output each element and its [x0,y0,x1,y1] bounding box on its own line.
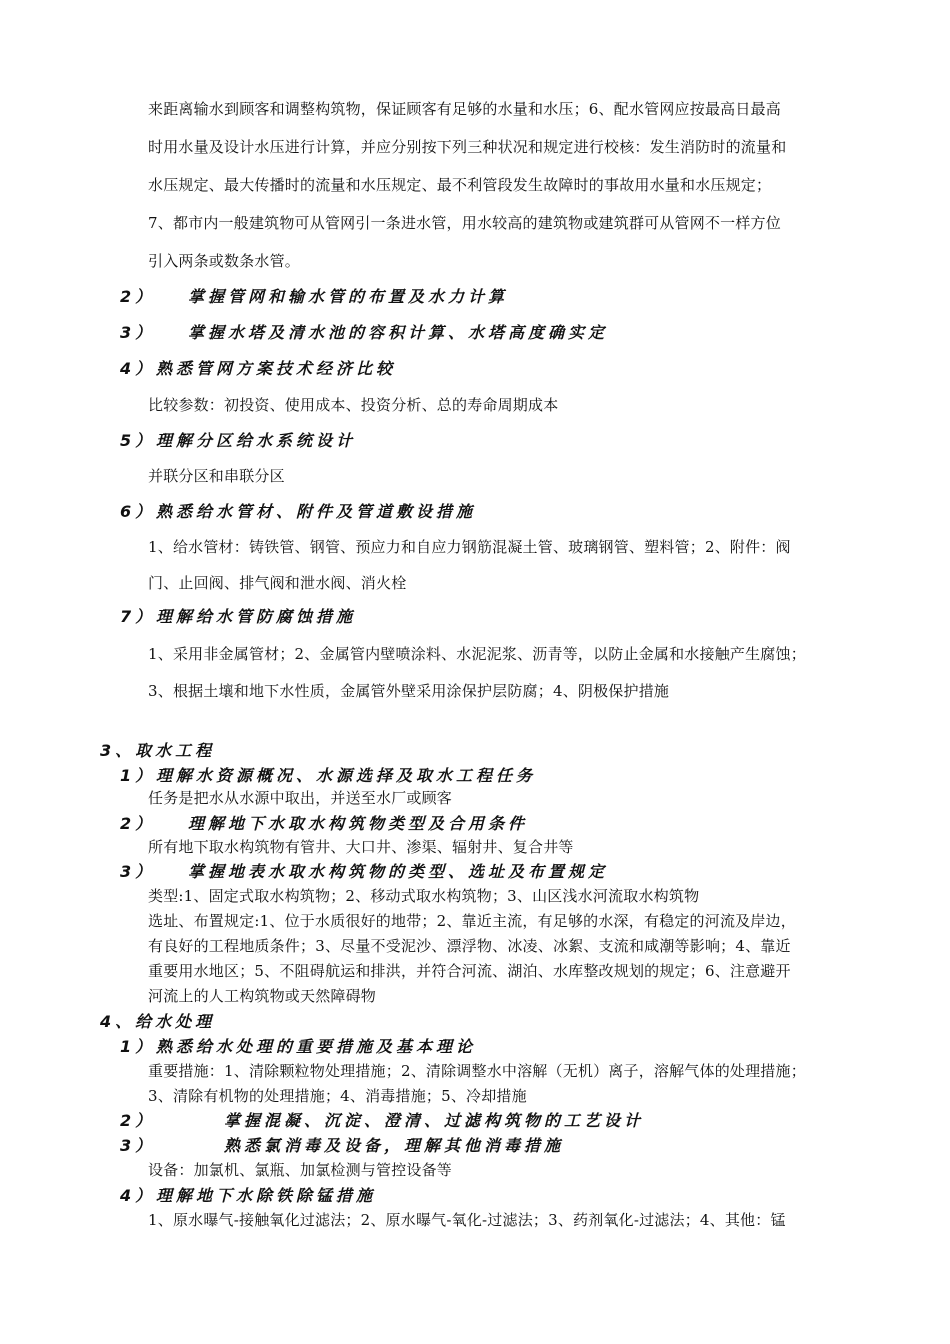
heading-number: 3） [120,1136,156,1155]
paragraph-line: 门、止回阀、排气阀和泄水阀、消火栓 [148,574,407,592]
heading-text: 熟悉管网方案技术经济比较 [156,359,397,378]
heading-4-1 [120,1034,476,1057]
heading-number: 1） [120,1037,156,1056]
heading-text: 理解分区给水系统设计 [156,431,357,450]
heading-number: 1） [120,766,156,785]
paragraph-line: 1、给水管材：铸铁管、钢管、预应力和自应力钢筋混凝土管、玻璃钢管、塑料管；2、附件：阀 [148,538,791,556]
heading-number: 4） [120,359,156,378]
heading-number: 2） [120,1111,156,1130]
paragraph-line: 1、采用非金属管材；2、金属管内壁喷涂料、水泥泥浆、沥青等，以防止金属和水接触产生腐蚀； [148,645,806,663]
heading-2-5 [120,428,356,451]
paragraph-line: 任务是把水从水源中取出，并送至水厂或顾客 [148,789,453,807]
heading-text: 熟悉给水处理的重要措施及基本理论 [156,1037,477,1056]
paragraph-line: 比较参数：初投资、使用成本、投资分析、总的寿命周期成本 [148,396,559,414]
heading-2-4 [120,356,396,379]
paragraph-line: 类型:1、固定式取水构筑物；2、移动式取水构筑物；3、山区浅水河流取水构筑物 [148,887,700,905]
heading-2-2 [120,284,508,307]
paragraph-line: 来距离输水到顾客和调整构筑物，保证顾客有足够的水量和水压；6、配水管网应按最高日最高 [148,100,781,118]
paragraph-line: 重要措施：1、清除颗粒物处理措施；2、清除调整水中溶解（无机）离子，溶解气体的处理措施； [148,1062,806,1080]
heading-number: 2） [120,814,156,833]
heading-text: 熟悉氯消毒及设备，理解其他消毒措施 [224,1136,565,1155]
heading-3-2 [120,811,528,834]
heading-4-4 [120,1183,376,1206]
paragraph-line: 所有地下取水构筑物有管井、大口井、渗渠、辐射井、复合井等 [148,838,574,856]
heading-number: 2） [120,287,156,306]
paragraph-line: 水压规定、最大传播时的流量和水压规定、最不利管段发生故障时的事故用水量和水压规定； [148,176,772,194]
paragraph-line: 3、清除有机物的处理措施；4、消毒措施；5、冷却措施 [148,1087,527,1105]
heading-text: 掌握管网和输水管的布置及水力计算 [188,287,509,306]
section-title-4: 4、给水处理 [100,1012,216,1031]
heading-number: 3） [120,323,156,342]
heading-number: 6） [120,502,156,521]
heading-2-7 [120,604,356,627]
section-title-3: 3、取水工程 [100,741,216,760]
paragraph-line: 重要用水地区；5、不阻碍航运和排洪，并符合河流、湖泊、水库整改规划的规定；6、注意避开 [148,962,791,980]
heading-text: 理解地下水除铁除锰措施 [156,1186,377,1205]
heading-3-1 [120,763,536,786]
paragraph-line: 引入两条或数条水管。 [148,252,301,270]
paragraph-line: 时用水量及设计水压进行计算，并应分别按下列三种状况和规定进行校核：发生消防时的流量和 [148,138,787,156]
paragraph-line: 并联分区和串联分区 [148,467,285,485]
paragraph-line: 选址、布置规定:1、位于水质很好的地带；2、靠近主流，有足够的水深，有稳定的河流及岸边， [148,912,796,930]
heading-number: 5） [120,431,156,450]
heading-2-6 [120,499,476,522]
heading-2-3 [120,320,608,343]
heading-4-3 [120,1133,564,1156]
heading-number: 4） [120,1186,156,1205]
paragraph-line: 河流上的人工构筑物或天然障碍物 [148,987,377,1005]
heading-text: 理解地下水取水构筑物类型及合用条件 [188,814,529,833]
paragraph-line: 3、根据土壤和地下水性质，金属管外壁采用涂保护层防腐；4、阴极保护措施 [148,682,670,700]
heading-text: 理解给水管防腐蚀措施 [156,607,357,626]
heading-text: 熟悉给水管材、附件及管道敷设措施 [156,502,477,521]
heading-number: 3） [120,862,156,881]
paragraph-line: 7、都市内一般建筑物可从管网引一条进水管，用水较高的建筑物或建筑群可从管网不一样方位 [148,214,781,232]
heading-3-3 [120,859,608,882]
heading-text: 掌握地表水取水构筑物的类型、选址及布置规定 [188,862,609,881]
heading-text: 理解水资源概况、水源选择及取水工程任务 [156,766,537,785]
heading-4-2 [120,1108,644,1131]
paragraph-line: 设备：加氯机、氯瓶、加氯检测与管控设备等 [148,1161,453,1179]
paragraph-line: 1、原水曝气-接触氧化过滤法；2、原水曝气-氧化-过滤法；3、药剂氧化-过滤法；4、其他：锰 [148,1211,786,1229]
paragraph-line: 有良好的工程地质条件；3、尽量不受泥沙、漂浮物、冰凌、冰絮、支流和咸潮等影响；4、靠近 [148,937,791,955]
heading-text: 掌握混凝、沉淀、澄清、过滤构筑物的工艺设计 [224,1111,645,1130]
heading-number: 7） [120,607,156,626]
heading-text: 掌握水塔及清水池的容积计算、水塔高度确实定 [188,323,609,342]
